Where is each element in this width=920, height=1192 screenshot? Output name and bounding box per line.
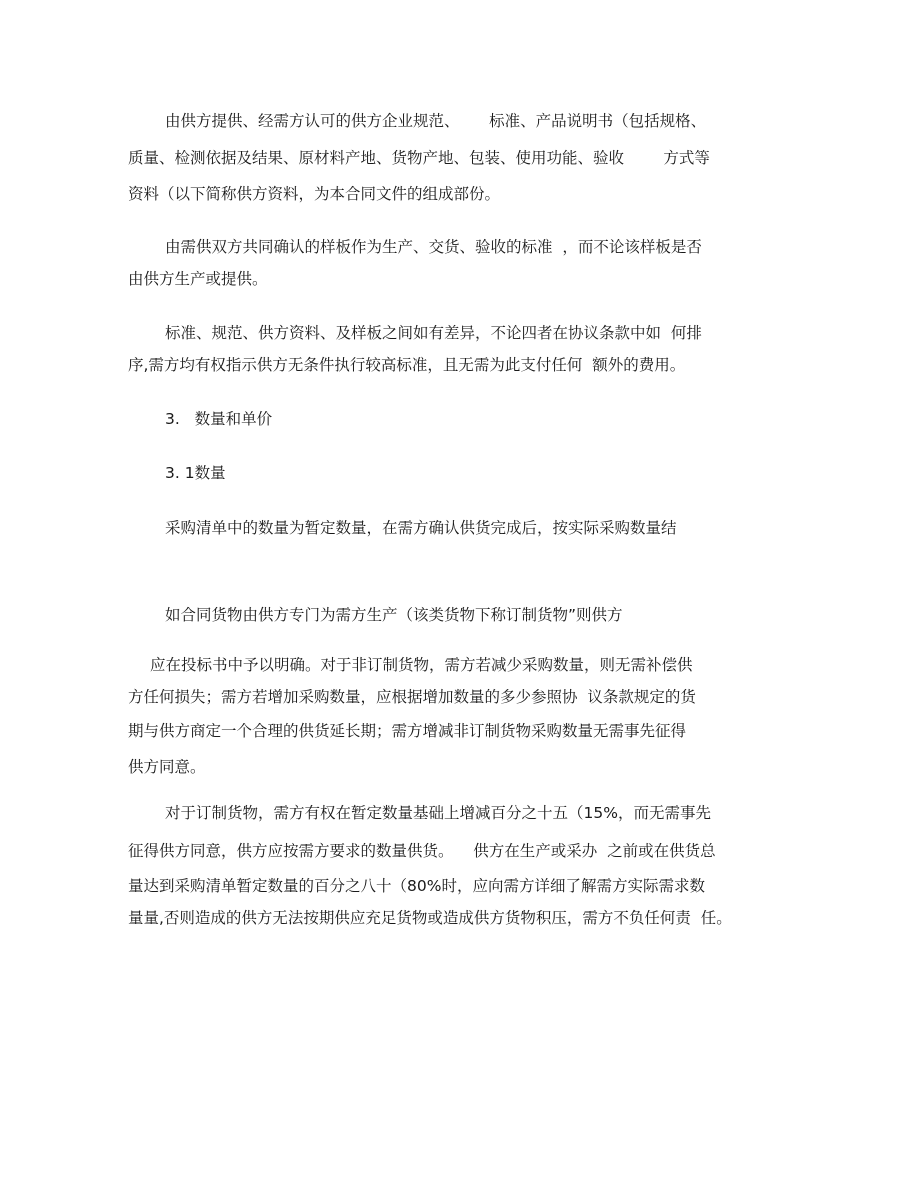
- paragraph-line: 量量,否则造成的供方无法按期供应充足货物或造成供方货物积压，需方不负任何责 任。: [128, 909, 732, 927]
- paragraph-line: 标准、规范、供方资料、及样板之间如有差异，不论四者在协议条款中如 何排: [165, 324, 702, 342]
- paragraph-line: 序,需方均有权指示供方无条件执行较高标准，且无需为此支付任何 额外的费用。: [128, 356, 686, 374]
- paragraph-line: 征得供方同意，供方应按需方要求的数量供货。 供方在生产或采办 之前或在供货总: [128, 842, 716, 860]
- paragraph-line: 期与供方商定一个合理的供货延长期；需方增减非订制货物采购数量无需事先征得: [128, 722, 687, 740]
- paragraph-line: 对于订制货物，需方有权在暂定数量基础上增减百分之十五（15%，而无需事先: [165, 804, 711, 822]
- paragraph-line: 应在投标书中予以明确。对于非订制货物，需方若减少采购数量，则无需补偿供: [150, 656, 693, 674]
- paragraph-line: 由供方提供、经需方认可的供方企业规范、 标准、产品说明书（包括规格、: [165, 112, 707, 130]
- paragraph-line: 量达到采购清单暂定数量的百分之八十（80%时，应向需方详细了解需方实际需求数: [128, 877, 705, 895]
- paragraph-line: 资料（以下简称供方资料，为本合同文件的组成部份。: [128, 185, 501, 203]
- paragraph-line: 质量、检测依据及结果、原材料产地、货物产地、包装、使用功能、验收 方式等: [128, 149, 710, 167]
- paragraph-line: 由需供双方共同确认的样板作为生产、交货、验收的标准 ，而不论该样板是否: [165, 238, 702, 256]
- paragraph-line: 由供方生产或提供。: [128, 270, 268, 288]
- section-heading-quantity-price: 3. 数量和单价: [165, 410, 273, 428]
- paragraph-line: 如合同货物由供方专门为需方生产（该类货物下称订制货物”则供方: [165, 606, 623, 624]
- section-heading-quantity: 3. 1数量: [165, 464, 226, 482]
- paragraph-line: 采购清单中的数量为暂定数量，在需方确认供货完成后，按实际采购数量结: [165, 519, 677, 537]
- paragraph-line: 供方同意。: [128, 758, 206, 776]
- paragraph-line: 方任何损失；需方若增加采购数量，应根据增加数量的多少参照协 议条款规定的货: [128, 688, 696, 706]
